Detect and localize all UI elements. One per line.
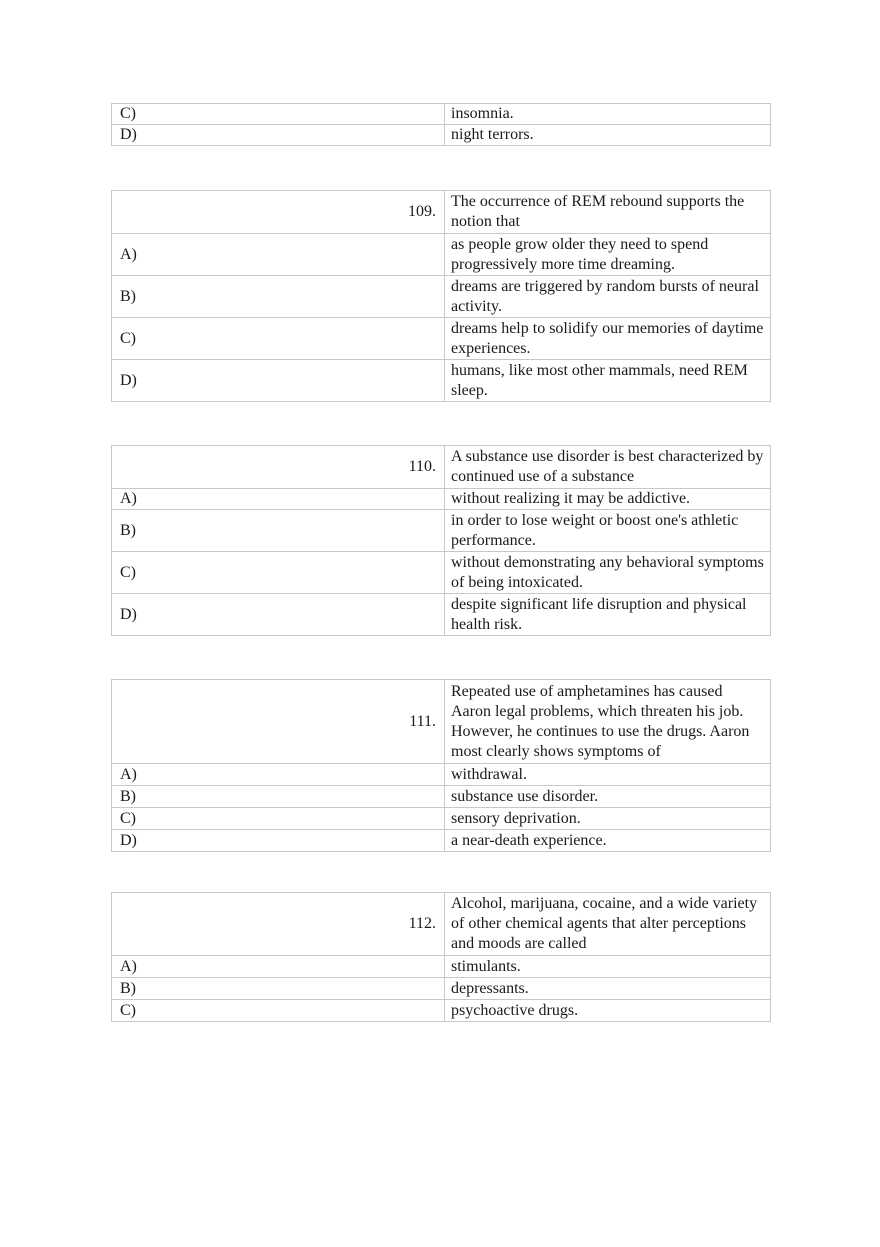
option-row [112, 956, 771, 978]
option-letter: C) [112, 552, 445, 594]
question-stem: Alcohol, marijuana, cocaine, and a wide variety of other chemical agents that alter perceptions and moods are called [445, 893, 771, 956]
option-letter: C) [112, 104, 445, 125]
question-stem-row [112, 446, 771, 489]
option-row [112, 978, 771, 1000]
question-stem-row [112, 893, 771, 956]
option-row [112, 318, 771, 360]
option-row [112, 1000, 771, 1022]
option-row [112, 510, 771, 552]
question-number: 109. [112, 191, 445, 234]
option-text: substance use disorder. [445, 786, 771, 808]
option-text: without realizing it may be addictive. [445, 489, 771, 510]
question-111 [111, 679, 771, 852]
question-stem: The occurrence of REM rebound supports the notion that [445, 191, 771, 234]
option-row [112, 276, 771, 318]
option-row [112, 552, 771, 594]
option-letter: D) [112, 830, 445, 852]
option-letter: B) [112, 786, 445, 808]
option-row [112, 594, 771, 636]
option-text: insomnia. [445, 104, 771, 125]
question-110 [111, 445, 771, 636]
question-108-continuation [111, 103, 771, 146]
option-letter: B) [112, 276, 445, 318]
option-letter: C) [112, 808, 445, 830]
question-stem: A substance use disorder is best characterized by continued use of a substance [445, 446, 771, 489]
option-text: dreams help to solidify our memories of daytime experiences. [445, 318, 771, 360]
option-text: depressants. [445, 978, 771, 1000]
question-number: 111. [112, 680, 445, 764]
option-letter: D) [112, 360, 445, 402]
option-text: a near-death experience. [445, 830, 771, 852]
option-letter: D) [112, 594, 445, 636]
option-text: sensory deprivation. [445, 808, 771, 830]
option-row [112, 125, 771, 146]
option-text: night terrors. [445, 125, 771, 146]
question-stem-row [112, 191, 771, 234]
option-letter: A) [112, 234, 445, 276]
option-letter: B) [112, 510, 445, 552]
option-letter: A) [112, 489, 445, 510]
option-row [112, 104, 771, 125]
option-text: withdrawal. [445, 764, 771, 786]
option-text: psychoactive drugs. [445, 1000, 771, 1022]
option-letter: A) [112, 956, 445, 978]
question-112 [111, 892, 771, 1022]
option-text: as people grow older they need to spend progressively more time dreaming. [445, 234, 771, 276]
option-row [112, 489, 771, 510]
option-row [112, 786, 771, 808]
option-row [112, 764, 771, 786]
question-number: 112. [112, 893, 445, 956]
option-text: without demonstrating any behavioral symptoms of being intoxicated. [445, 552, 771, 594]
option-text: humans, like most other mammals, need REM sleep. [445, 360, 771, 402]
option-row [112, 360, 771, 402]
question-stem-row [112, 680, 771, 764]
option-text: dreams are triggered by random bursts of neural activity. [445, 276, 771, 318]
option-letter: A) [112, 764, 445, 786]
question-109 [111, 190, 771, 402]
option-letter: B) [112, 978, 445, 1000]
option-letter: C) [112, 318, 445, 360]
question-number: 110. [112, 446, 445, 489]
question-stem: Repeated use of amphetamines has caused Aaron legal problems, which threaten his job. However, he continues to use the drugs. Aaron most clearly shows symptoms of [445, 680, 771, 764]
option-letter: D) [112, 125, 445, 146]
option-text: stimulants. [445, 956, 771, 978]
option-row [112, 808, 771, 830]
option-row [112, 234, 771, 276]
option-text: in order to lose weight or boost one's athletic performance. [445, 510, 771, 552]
option-letter: C) [112, 1000, 445, 1022]
option-row [112, 830, 771, 852]
option-text: despite significant life disruption and physical health risk. [445, 594, 771, 636]
